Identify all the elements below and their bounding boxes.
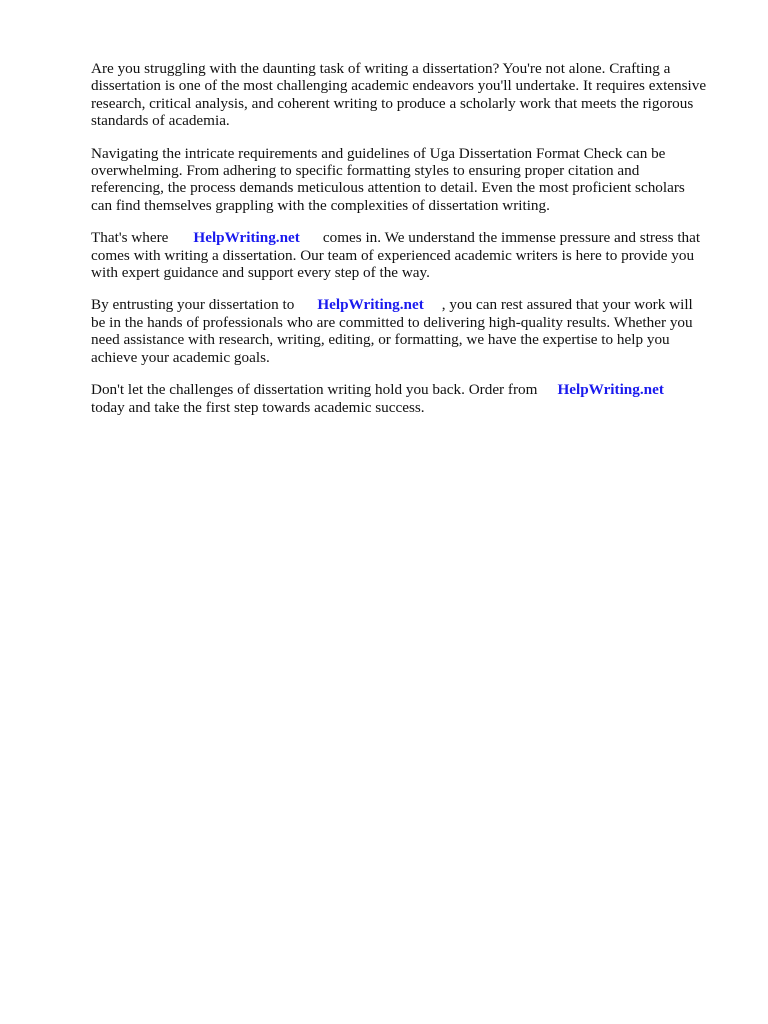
paragraph-requirements [91, 145, 721, 215]
text-fragment: , you can rest assured that your work will [441, 296, 693, 314]
text-line: with expert guidance and support every step of the way. [91, 264, 430, 282]
text-line: be in the hands of professionals who are committed to delivering high-quality results. Whether you [91, 313, 693, 331]
paragraph-call-to-action [91, 381, 721, 416]
text-line: referencing, the process demands meticulous attention to detail. Even the most proficient scholars [91, 179, 685, 197]
text-line [91, 381, 721, 398]
text-line: Are you struggling with the daunting task of writing a dissertation? You're not alone. Crafting a [91, 60, 671, 77]
text-line: overwhelming. From adhering to specific formatting styles to ensuring proper citation and [91, 162, 640, 180]
paragraph-entrusting [91, 296, 721, 366]
text-line: comes with writing a dissertation. Our team of experienced academic writers is here to provide you [91, 246, 695, 264]
text-fragment: Don't let the challenges of dissertation writing hold you back. Order from [91, 381, 538, 399]
text-line: dissertation is one of the most challenging academic endeavors you'll undertake. It requires extensive [91, 77, 707, 95]
helpwriting-link[interactable]: HelpWriting.net [193, 229, 300, 247]
text-fragment: That's where [91, 229, 169, 247]
text-fragment: By entrusting your dissertation to [91, 296, 295, 314]
text-line: standards of academia. [91, 112, 230, 130]
document-body [91, 60, 721, 431]
text-line [91, 229, 721, 246]
text-line [91, 296, 721, 313]
text-line: achieve your academic goals. [91, 348, 270, 366]
text-line: today and take the first step towards academic success. [91, 398, 425, 416]
paragraph-thats-where [91, 229, 721, 281]
helpwriting-link[interactable]: HelpWriting.net [557, 381, 664, 399]
text-line: Navigating the intricate requirements and guidelines of Uga Dissertation Format Check can be [91, 144, 666, 162]
text-line: need assistance with research, writing, editing, or formatting, we have the expertise to help you [91, 331, 670, 349]
text-line: research, critical analysis, and coherent writing to produce a scholarly work that meets the rigorous [91, 94, 694, 112]
paragraph-intro [91, 60, 721, 130]
helpwriting-link[interactable]: HelpWriting.net [317, 296, 424, 314]
text-fragment: comes in. We understand the immense pressure and stress that [322, 229, 701, 247]
text-line: can find themselves grappling with the complexities of dissertation writing. [91, 196, 550, 214]
